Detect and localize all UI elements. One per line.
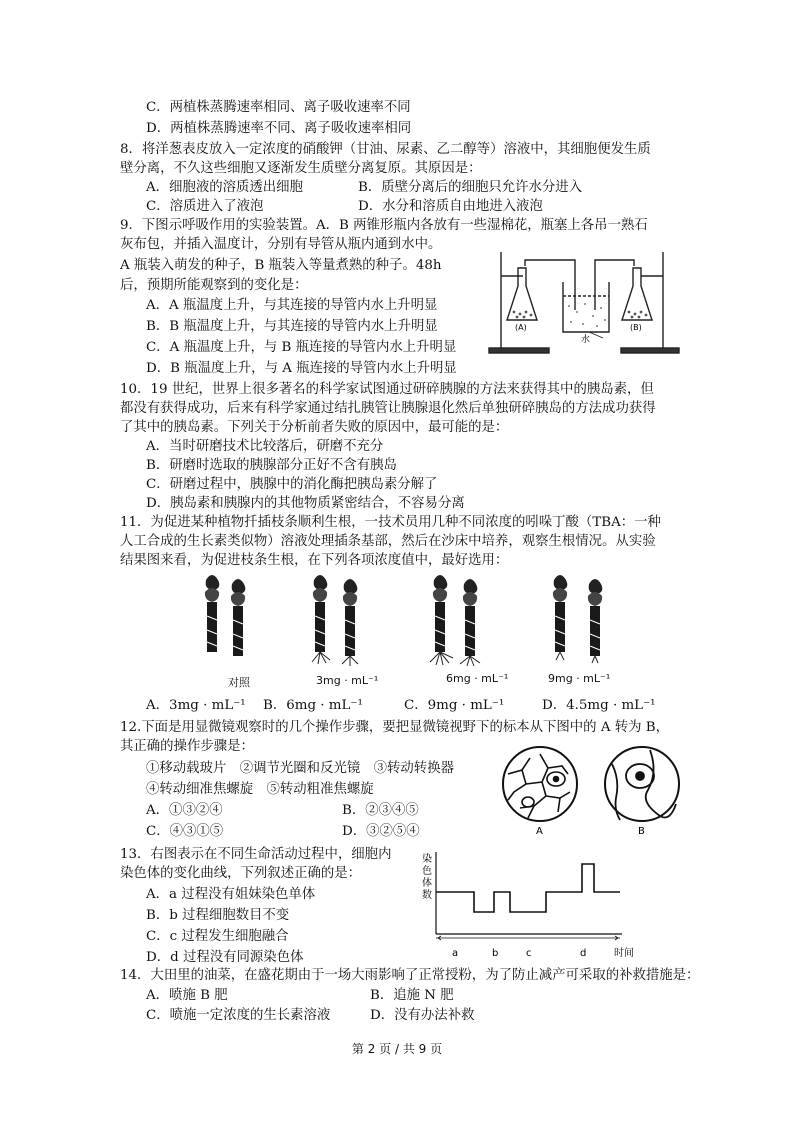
q9-option-a: A．A 瓶温度上升，与其连接的导管内水上升明显	[146, 298, 438, 313]
flask-b-label: (B)	[630, 323, 642, 332]
q14-option-a: A．喷施 B 肥	[146, 988, 228, 1003]
q11-option-b: B．6mg · mL⁻¹	[263, 698, 363, 713]
q10-option-d: D．胰岛素和胰腺内的其他物质紧密结合，不容易分离	[146, 496, 465, 511]
q11-option-d: D．4.5mg · mL⁻¹	[542, 698, 656, 713]
page-footer: 第 2 页 / 共 9 页	[351, 1042, 443, 1056]
q12-option-b: B．②③④⑤	[342, 803, 419, 818]
q14-option-b: B．追施 N 肥	[370, 988, 454, 1003]
q14-option-d: D．没有办法补救	[370, 1008, 475, 1023]
q13-stem-line2: 染色体的变化曲线，下列叙述正确的是：	[120, 866, 362, 881]
q12-option-d: D．③②⑤④	[342, 824, 420, 839]
q11-stem-line2: 人工合成的生长素类似物）溶液处理插条基部，然后在沙床中培养，观察生根情况。从实验	[120, 534, 656, 549]
q9-stem-line1: 9．下图示呼吸作用的实验装置。A．B 两锥形瓶内各放有一些湿棉花，瓶塞上各吊一熟石	[120, 218, 648, 233]
water-label: 水	[581, 335, 591, 345]
phase-c-label: c	[526, 948, 532, 959]
q13-option-b: B．b 过程细胞数目不变	[146, 908, 290, 923]
q7-option-d: D．两植株蒸腾速率不同、离子吸收速率相同	[146, 121, 412, 136]
q11-option-a: A．3mg · mL⁻¹	[146, 698, 246, 713]
q9-option-b: B．B 瓶温度上升，与其连接的导管内水上升明显	[146, 319, 438, 334]
q13-stem-line1: 13．右图表示在不同生命活动过程中，细胞内	[120, 847, 392, 862]
q14-option-c: C．喷施一定浓度的生长素溶液	[146, 1008, 331, 1023]
ylabel-char-2: 色	[422, 866, 432, 877]
q13-option-a: A．a 过程没有姐妹染色单体	[146, 887, 316, 902]
q12-stem-line1: 12.下面是用显微镜观察时的几个操作步骤，要把显微镜视野下的标本从下图中的 A 转为 B，	[120, 720, 670, 735]
q11-option-c: C．9mg · mL⁻¹	[404, 698, 505, 713]
q8-option-c: C．溶质进入了液泡	[146, 199, 264, 214]
q10-stem-line2: 都没有获得成功，后来有科学家通过结扎胰管让胰腺退化然后单独研碎胰岛的方法成功获得	[120, 401, 656, 416]
q7-option-c: C．两植株蒸腾速率相同、离子吸收速率不同	[146, 100, 411, 115]
q10-stem-line3: 了其中的胰岛素。下列关于分析前者失败的原因中，最可能的是：	[120, 420, 509, 435]
q8-option-d: D．水分和溶质自由地进入液泡	[358, 199, 543, 214]
q13-option-c: C．c 过程发生细胞融合	[146, 929, 289, 944]
phase-b-label: b	[492, 948, 499, 959]
ylabel-char-1: 染	[422, 854, 432, 865]
caption-control: 对照	[228, 676, 250, 689]
respiration-apparatus-figure	[485, 246, 685, 358]
q8-option-b: B．质壁分离后的细胞只允许水分进入	[358, 180, 583, 195]
phase-a-label: a	[452, 948, 459, 959]
q8-option-a: A．细胞液的溶质透出细胞	[146, 180, 303, 195]
q12-stem-line2: 其正确的操作步骤是：	[120, 739, 254, 754]
q13-option-d: D．d 过程没有同源染色体	[146, 950, 304, 965]
q9-stem-line3: A 瓶装入萌发的种子，B 瓶装入等量煮熟的种子。48h	[120, 258, 442, 273]
q12-steps-line2: ④转动细准焦螺旋 ⑤转动粗准焦螺旋	[146, 782, 374, 797]
q11-stem-line1: 11．为促进某种植物扦插枝条顺利生根，一技术员用几种不同浓度的吲哚丁酸（TBA：一种	[120, 515, 661, 530]
ylabel-char-3: 体	[422, 878, 432, 889]
caption-6mg: 6mg · mL⁻¹	[446, 672, 509, 685]
field-a-label: A	[536, 826, 543, 836]
xlabel-time: 时间	[614, 948, 634, 959]
field-b-label: B	[638, 826, 645, 836]
caption-9mg: 9mg · mL⁻¹	[548, 672, 611, 685]
q9-stem-line4: 后，预期所能观察到的变化是：	[120, 278, 308, 293]
q8-stem-line2: 壁分离，不久这些细胞又逐渐发生质壁分离复原。其原因是：	[120, 161, 482, 176]
microscope-fields-figure	[500, 744, 690, 836]
q9-option-d: D．B 瓶温度上升，与 A 瓶连接的导管内水上升明显	[146, 361, 457, 376]
q8-stem-line1: 8．将洋葱表皮放入一定浓度的硝酸钾（甘油、尿素、乙二醇等）溶液中，其细胞便发生质	[120, 142, 651, 157]
cuttings-rooting-figure	[190, 570, 660, 670]
chromosome-curve-figure	[418, 850, 668, 962]
q12-steps-line1: ①移动载玻片 ②调节光圈和反光镜 ③转动转换器	[146, 761, 454, 776]
ylabel-char-4: 数	[422, 890, 432, 901]
q10-stem-line1: 10．19 世纪，世界上很多著名的科学家试图通过研碎胰腺的方法来获得其中的胰岛素，但	[120, 382, 654, 397]
flask-a-label: (A)	[515, 323, 527, 332]
q10-option-c: C．研磨过程中，胰腺中的消化酶把胰岛素分解了	[146, 477, 438, 492]
q12-option-c: C．④③①⑤	[146, 824, 224, 839]
phase-d-label: d	[580, 948, 587, 959]
q14-stem-line1: 14．大田里的油菜，在盛花期由于一场大雨影响了正常授粉，为了防止减产可采取的补救措施是：	[120, 968, 700, 983]
q10-option-b: B．研磨时选取的胰腺部分正好不含有胰岛	[146, 458, 397, 473]
q9-stem-line2: 灰布包，并插入温度计，分别有导管从瓶内通到水中。	[120, 237, 442, 252]
q12-option-a: A．①③②④	[146, 803, 223, 818]
q10-option-a: A．当时研磨技术比较落后，研磨不充分	[146, 439, 384, 454]
q11-stem-line3: 结果图来看，为促进枝条生根，在下列各项浓度值中，最好选用：	[120, 553, 509, 568]
q9-option-c: C．A 瓶温度上升，与 B 瓶连接的导管内水上升明显	[146, 340, 457, 355]
caption-3mg: 3mg · mL⁻¹	[316, 674, 379, 687]
